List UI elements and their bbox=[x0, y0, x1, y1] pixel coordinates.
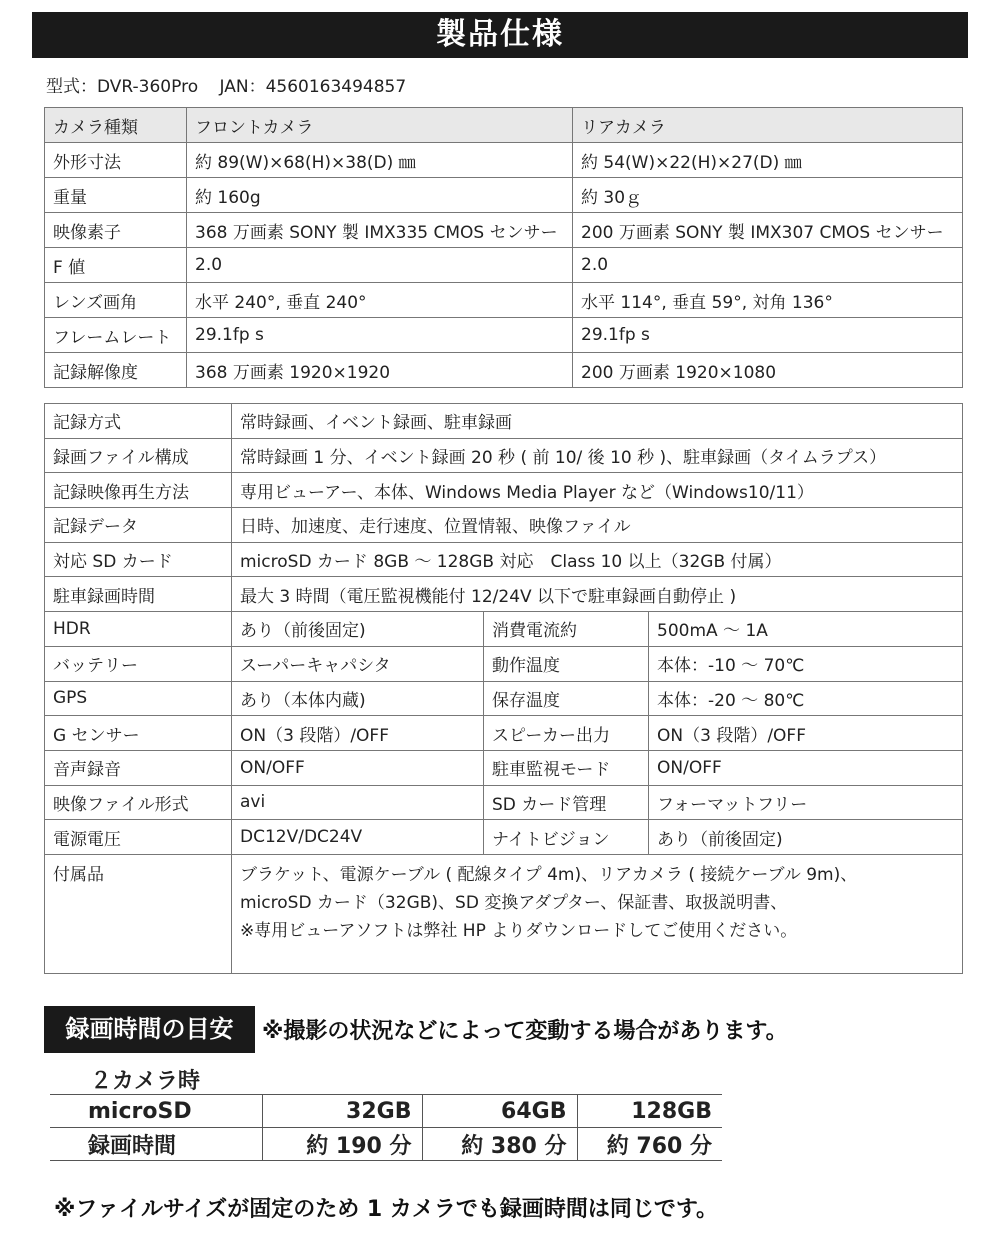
spec-value: 2.0 bbox=[187, 248, 573, 283]
spec-value: ON（3 段階）/OFF bbox=[649, 716, 963, 751]
table-row bbox=[45, 213, 963, 248]
spec-value: ON（3 段階）/OFF bbox=[232, 716, 484, 751]
spec-value: 29.1fp s bbox=[573, 318, 963, 353]
spec-label: GPS bbox=[45, 681, 232, 716]
spec-value: あり（前後固定) bbox=[649, 820, 963, 855]
spec-value: 約 160g bbox=[187, 178, 573, 213]
spec-label: レンズ画角 bbox=[45, 283, 187, 318]
spec-value: ON/OFF bbox=[649, 750, 963, 785]
table-row bbox=[45, 248, 963, 283]
table-row bbox=[45, 438, 963, 473]
table-row bbox=[45, 404, 963, 439]
spec-value: 常時録画 1 分、イベント録画 20 秒 ( 前 10/ 後 10 秒 )、駐車録画（タイムラプス） bbox=[232, 438, 963, 473]
spec-label: 動作温度 bbox=[484, 646, 649, 681]
table-row bbox=[45, 681, 963, 716]
spec-label: ナイトビジョン bbox=[484, 820, 649, 855]
spec-value: あり（本体内蔵) bbox=[232, 681, 484, 716]
table-row bbox=[45, 542, 963, 577]
table-row bbox=[45, 612, 963, 647]
spec-label: 録画ファイル構成 bbox=[45, 438, 232, 473]
table-row bbox=[45, 750, 963, 785]
spec-label: 消費電流約 bbox=[484, 612, 649, 647]
spec-value: 500mA ～ 1A bbox=[649, 612, 963, 647]
spec-label: 駐車監視モード bbox=[484, 750, 649, 785]
accessories-row bbox=[45, 854, 963, 973]
model-info bbox=[46, 72, 422, 97]
spec-label: 映像素子 bbox=[45, 213, 187, 248]
spec-label: 電源電圧 bbox=[45, 820, 232, 855]
spec-value: 約 30ｇ bbox=[573, 178, 963, 213]
spec-value: あり（前後固定) bbox=[232, 612, 484, 647]
spec-value: 常時録画、イベント録画、駐車録画 bbox=[232, 404, 963, 439]
accessories-line: microSD カード（32GB)、SD 変換アダプター、保証書、取扱説明書、 bbox=[240, 892, 788, 913]
table-row bbox=[45, 508, 963, 543]
accessories-line: ブラケット、電源ケーブル ( 配線タイプ 4m)、リアカメラ ( 接続ケーブル 9m)、 bbox=[240, 864, 858, 885]
spec-value: 最大 3 時間（電圧監視機能付 12/24V 以下で駐車録画自動停止 ) bbox=[232, 577, 963, 612]
spec-value: フォーマットフリー bbox=[649, 785, 963, 820]
spec-value: 368 万画素 1920×1920 bbox=[187, 353, 573, 388]
spec-label: 記録データ bbox=[45, 508, 232, 543]
spec-value: 本体：-10 ～ 70℃ bbox=[649, 646, 963, 681]
spec-label: 映像ファイル形式 bbox=[45, 785, 232, 820]
spec-value: 200 万画素 SONY 製 IMX307 CMOS センサー bbox=[573, 213, 963, 248]
spec-value: avi bbox=[232, 785, 484, 820]
table-cell: 64GB bbox=[422, 1095, 577, 1128]
footer-note: ※ファイルサイズが固定のため 1 カメラでも録画時間は同じです。 bbox=[54, 1197, 719, 1222]
general-spec-table bbox=[44, 403, 963, 974]
table-row bbox=[50, 1095, 722, 1128]
table-cell: 約 380 分 bbox=[422, 1128, 577, 1161]
table-row bbox=[45, 143, 963, 178]
camera-spec-table bbox=[44, 107, 963, 388]
spec-label: 音声録音 bbox=[45, 750, 232, 785]
spec-value: 水平 240°, 垂直 240° bbox=[187, 283, 573, 318]
table-cell: 約 760 分 bbox=[577, 1128, 722, 1161]
column-header: カメラ種類 bbox=[45, 108, 187, 143]
table-row bbox=[45, 283, 963, 318]
spec-label: バッテリー bbox=[45, 646, 232, 681]
recording-time-table bbox=[50, 1094, 722, 1161]
spec-label: 外形寸法 bbox=[45, 143, 187, 178]
spec-value: microSD カード 8GB ～ 128GB 対応 Class 10 以上（32GB 付属） bbox=[232, 542, 963, 577]
table-row bbox=[45, 353, 963, 388]
spec-value: 29.1fp s bbox=[187, 318, 573, 353]
spec-label: 駐車録画時間 bbox=[45, 577, 232, 612]
spec-value: ON/OFF bbox=[232, 750, 484, 785]
spec-value: 約 54(W)×22(H)×27(D) ㎜ bbox=[573, 143, 963, 178]
spec-label: 記録方式 bbox=[45, 404, 232, 439]
spec-label: F 値 bbox=[45, 248, 187, 283]
row-label: microSD bbox=[50, 1095, 262, 1128]
spec-value: 2.0 bbox=[573, 248, 963, 283]
spec-label: HDR bbox=[45, 612, 232, 647]
camera-table-header bbox=[45, 108, 963, 143]
model-number: 型式：DVR-360Pro bbox=[46, 77, 199, 97]
spec-label: スピーカー出力 bbox=[484, 716, 649, 751]
spec-value: 専用ビューアー、本体、Windows Media Player など（Windows10/11） bbox=[232, 473, 963, 508]
table-row bbox=[45, 473, 963, 508]
spec-label: 記録映像再生方法 bbox=[45, 473, 232, 508]
spec-value: スーパーキャパシタ bbox=[232, 646, 484, 681]
spec-label: 保存温度 bbox=[484, 681, 649, 716]
jan-code: JAN：4560163494857 bbox=[219, 77, 407, 97]
spec-value: 約 89(W)×68(H)×38(D) ㎜ bbox=[187, 143, 573, 178]
table-cell: 約 190 分 bbox=[262, 1128, 422, 1161]
spec-value: 日時、加速度、走行速度、位置情報、映像ファイル bbox=[232, 508, 963, 543]
two-camera-label: ２カメラ時 bbox=[90, 1069, 201, 1094]
spec-label: 付属品 bbox=[45, 854, 232, 973]
table-row bbox=[45, 785, 963, 820]
spec-label: フレームレート bbox=[45, 318, 187, 353]
spec-value: 200 万画素 1920×1080 bbox=[573, 353, 963, 388]
spec-label: 重量 bbox=[45, 178, 187, 213]
table-row bbox=[45, 820, 963, 855]
table-cell: 128GB bbox=[577, 1095, 722, 1128]
accessories-line: ※専用ビューアソフトは弊社 HP よりダウンロードしてご使用ください。 bbox=[240, 920, 798, 941]
table-cell: 32GB bbox=[262, 1095, 422, 1128]
row-label: 録画時間 bbox=[50, 1128, 262, 1161]
recording-time-note: ※撮影の状況などによって変動する場合があります。 bbox=[262, 1019, 788, 1044]
spec-value: 368 万画素 SONY 製 IMX335 CMOS センサー bbox=[187, 213, 573, 248]
accessories-list bbox=[232, 854, 963, 973]
spec-label: 記録解像度 bbox=[45, 353, 187, 388]
spec-label: SD カード管理 bbox=[484, 785, 649, 820]
spec-label: 対応 SD カード bbox=[45, 542, 232, 577]
page-title: 製品仕様 bbox=[32, 12, 968, 58]
table-row bbox=[45, 577, 963, 612]
recording-time-title: 録画時間の目安 bbox=[44, 1006, 255, 1053]
column-header: リアカメラ bbox=[573, 108, 963, 143]
table-row bbox=[45, 178, 963, 213]
spec-value: 本体：-20 ～ 80℃ bbox=[649, 681, 963, 716]
table-row bbox=[45, 646, 963, 681]
spec-value: 水平 114°, 垂直 59°, 対角 136° bbox=[573, 283, 963, 318]
table-row bbox=[50, 1128, 722, 1161]
table-row bbox=[45, 318, 963, 353]
table-row bbox=[45, 716, 963, 751]
spec-label: G センサー bbox=[45, 716, 232, 751]
spec-value: DC12V/DC24V bbox=[232, 820, 484, 855]
column-header: フロントカメラ bbox=[187, 108, 573, 143]
